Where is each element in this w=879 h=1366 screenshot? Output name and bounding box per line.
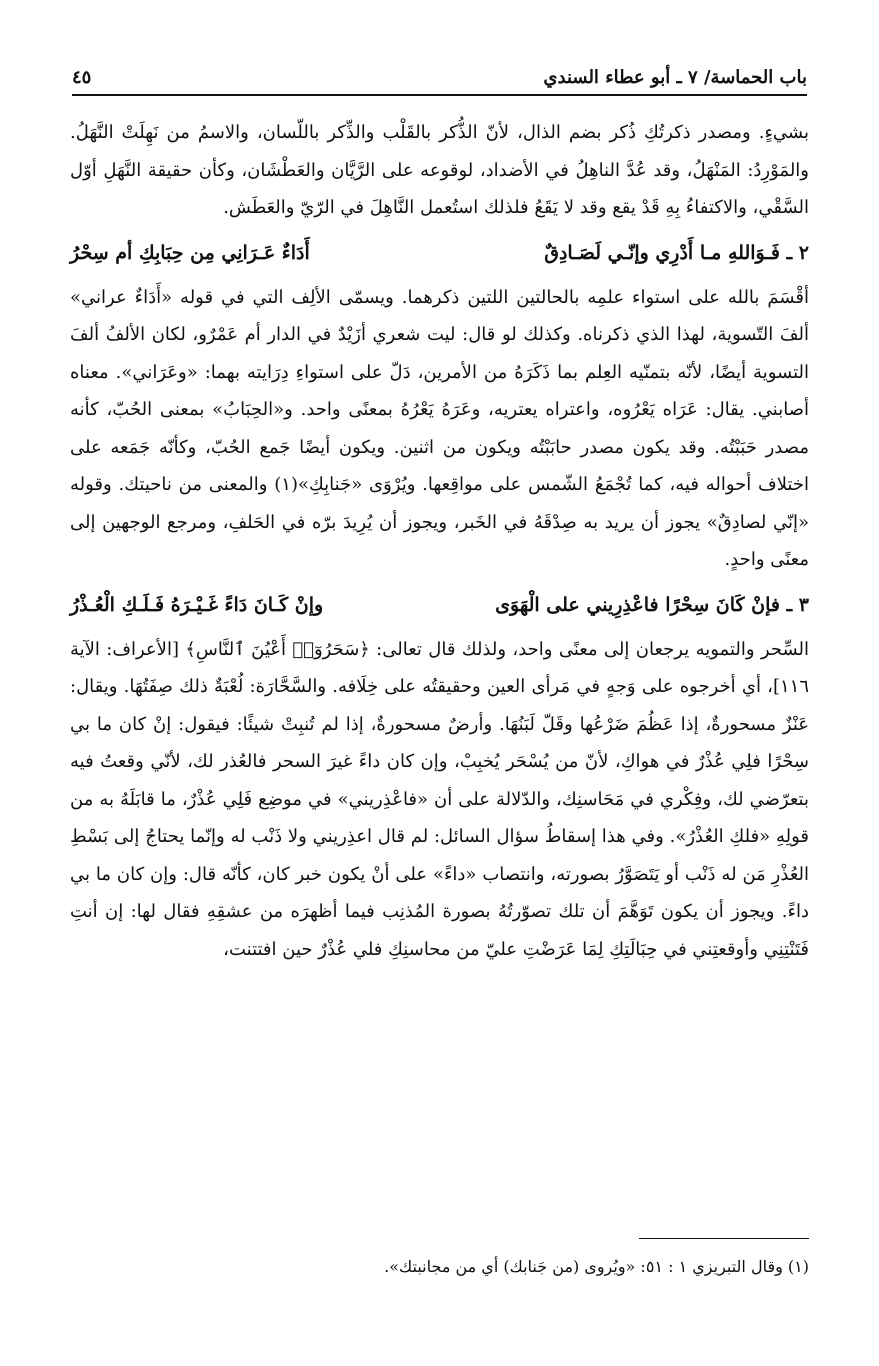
chapter-title: باب الحماسة/ ٧ ـ أبو عطاء السندي bbox=[543, 66, 807, 88]
footnote: (١) وقال التبريزي ١ : ٥١: «ويُروى (من جَنابك) أي من مجانبتك». bbox=[384, 1257, 809, 1276]
paragraph-3: السِّحر والتمويه يرجعان إلى معنًى واحد، ولذلك قال تعالى: ﴿سَحَرُوٓا۟ أَعْيُنَ ٱلنَّاسِ﴾ [الأعراف: الآية ١١٦]، أي أخرجوه على وَجهٍ في مَرأى العين وحقيقتُه على خِلَافه. والسَّحَّارَة: لُعْبَةٌ ذلك صِفَتُهَا. ويقال: عَنْزٌ مسحورةٌ، إذا عَظُمَ ضَرْعُها وقَلّ لَبَنُهَا. وأرضٌ مسحورةٌ، إذا لم تُنبِتْ شيئًا: فيقول: إنْ كان ما بي سِحْرًا فلِي عُذْرٌ في هواكِ، لأنّ من يُسْحَر يُخبِبْ، وإن كان داءً غيرَ السحر فالعُذر لك، لأنّي وقعتُ فيه بتعرّضي لك، وفِكْري في مَحَاسنِك، والدّلالة على أن «فاعْذِريني» في موضِع فَلِي عُذْرٌ، ما قابَلَهُ به من قولِهِ «فلكِ العُذْرُ». وفي هذا إسقاطُ سؤال السائل: لم قال اعذِريني ولا ذَنْب له وإنّما يحتاجُ إلى بَسْطِ العُذْرِ مَن له ذَنْب أو يَتَصَوَّرُ بصورته، وانتصاب «داءً» على أنْ يكون خبر كان، كأنّه قال: وإن كان ما بي داءً. ويجوز أن يكون تَوَهَّمَ أن تلك تصوّرتُهُ بصورة المُذنِب فيما أظهرَه من عشقِهِ فقال لها: إن أنتِ فَتَنْتِنِي وأوقعتِني في حِبَالَتِكِ لِمَا عَرَضْتِ عليّ من محاسنِكِ فلي عُذْرٌ حين افتتنت، bbox=[70, 638, 810, 960]
verse-2-second-hemistich: أَدَاءٌ عَـرَانِي مِن حِبَابِكِ أم سِحْرُ bbox=[70, 241, 310, 264]
body-text bbox=[70, 114, 809, 968]
paragraph-2: أقْسَمَ بالله على استواء علمِه بالحالتين اللتين ذكرهما. ويسمّى الألِف التي في قوله «أَدَاءٌ عراني» ألفَ التّسوية، لهذا الذي ذكرناه. وكذلك لو قال: ليت شعري أزَيْدٌ في الدار أم عَمْرٌو، لكان الألفُ ألفَ التسوية أيضًا، لأنّه بتمنّيه العِلم بما ذَكَرَهُ من الأمرين، دَلّ على استواءِ دِرَايته بهما: «وعَرَاني». معناه أصابني. يقال: عَرَاه يَعْرُوه، واعتراه يعتريه، وعَرَهُ يَعْرُهُ بمعنًى واحد. و«الحِبَابُ» بمعنى الحُبّ، كأنه مصدر حَبَبْتُه. وقد يكون مصدر حابَبْتُه ويكون من اثنين. ويكون أيضًا جَمع الحُبّ، وكأنّه جَمَعه على اختلاف أحواله فيه، كما تُجْمَعُ الشّمس على مواقِعها. ويُرْوَى «جَنابِكِ»(١) والمعنى من ناحيتك. وقوله «إنّي لصادِقٌ» يجوز أن يريد به صِدْقَهُ في الخَبر، ويجوز أن يُرِيدَ برّه في الحَلفِ، ومرجع الوجهين إلى معنًى واحدٍ. bbox=[70, 286, 809, 570]
verse-3-second-hemistich: وإنْ كَـانَ دَاءً غَـيْـرَهُ فَـلَـكِ الْعُـذْرُ bbox=[70, 593, 324, 616]
running-header bbox=[72, 60, 807, 96]
paragraph-1: بشيءٍ. ومصدر ذكرتُكِ ذُكر بضم الذال، لأنّ الذُّكر بالقَلْب والذِّكر باللّسان، والاسمُ من نَهِلَتْ النَّهَلُ. والمَوْرِدُ: المَنْهَلُ، وقد عُدَّ الناهِلُ في الأضداد، لوقوعه على الرَّيَّان والعَطْشَان، وكأن حقيقة النَّهَلِ أوّل السَّقْي، والاكتفاءُ بِهِ قَدْ يقع وقد لا يَقَعُ فلذلك استُعمل النَّاهِلَ في الرّيّ والعَطَش. bbox=[70, 122, 809, 218]
footnote-divider bbox=[639, 1238, 809, 1239]
verse-2-first-hemistich: ٢ ـ فَـوَاللهِ مـا أَدْرِي وإنّـي لَصَـادِقٌ bbox=[544, 241, 809, 264]
verse-2 bbox=[70, 231, 809, 275]
verse-3-first-hemistich: ٣ ـ فإنْ كَانَ سِحْرًا فاعْذِرِيني على الْهَوَى bbox=[495, 593, 809, 616]
verse-3 bbox=[70, 583, 809, 627]
page-number: ٤٥ bbox=[72, 66, 92, 88]
